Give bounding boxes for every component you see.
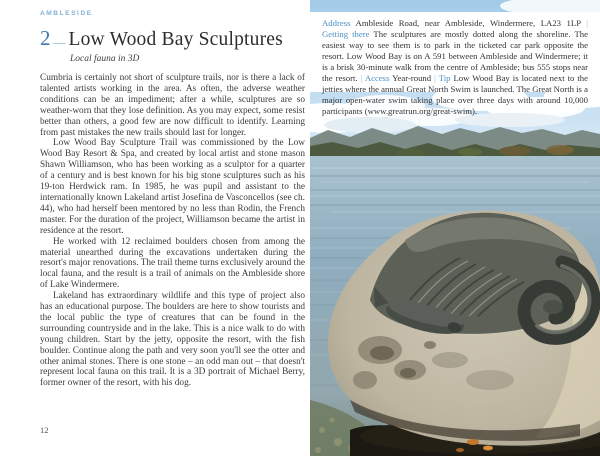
article-column (40, 10, 305, 389)
chapter-number-rule (53, 43, 66, 45)
section-eyebrow: AMBLESIDE (40, 10, 93, 17)
info-label: Tip (438, 73, 451, 83)
info-label: Access (364, 73, 390, 83)
body-paragraphs (40, 73, 305, 389)
info-text: Address Ambleside Road, near Ambleside, Windermere, LA23 1LP | Getting there The sculptures are mostly dotted along the shoreline. The easiest way to see them is to park in the ticketed car park opposite the resort. Low Wood Bay is on A 591 between Ambleside and Windermere; it is a brisk 30-minute walk from the centre of Ambleside; bus 555 stops near the resort. | Access Year-round | Tip Low Wood Bay is located next to the jetties where the annual Great North Swim is launched. The Great North is a major open-water swim taking place over three days with around 10,000 participants (www.greatrun.org/great-swim). (322, 18, 589, 116)
paragraph: Lakeland has extraordinary wildlife and this type of project also has an educational purpose. The boulders are here to show tourists and the local public the type of creatures that can be found in the surrounding countryside and in the lake. This is a nice walk to do with young children. Start by the jetty, opposite the resort, with the fish boulder. Continue along the path and very soon you'll see the otter and other animal stones. There is one stone – an odd man out – that doesn't represent local fauna on this trail. It is a 3D portrait of Michael Berry, former owner of the resort, with his dog. (40, 291, 305, 389)
chapter-title-row (40, 28, 305, 51)
page-title: Low Wood Bay Sculptures (68, 29, 283, 50)
photo-page (310, 0, 600, 456)
paragraph: Low Wood Bay Sculpture Trail was commissioned by the Low Wood Bay Resort & Spa, and created by local artist and stone mason Shawn Williamson, who has been working as a sculptor for a quarter of a century and is best known for his big stone sculptures such as his 19-ton Herdwick ram. In 1985, he was pupil and assistant to the internationally known Lakeland artist Josefina de Vasconcellos (see ch. 44), who had herself been mentored by no less than Rodin, the French master. For the duration of the project, Williamson became the artist in residence at the resort. (40, 138, 305, 236)
paragraph: Cumbria is certainly not short of sculpture trails, nor is there a lack of talented artists working in the area. As often, the adverse weather conditions can be an impediment; after a while, sculptures are so weather-worn that they lose definition. As you may expect, some resist better than others, a good few are now difficult to identify. Learning from past mistakes the new trails should last for longer. (40, 73, 305, 138)
page-number: 12 (40, 425, 49, 435)
info-separator: | (357, 73, 365, 83)
info-separator: | (580, 18, 588, 28)
info-separator: | (431, 73, 439, 83)
info-label: Getting there (322, 29, 370, 39)
paragraph: He worked with 12 reclaimed boulders chosen from among the material unearthed during the excavations undertaken during the resort's major renovations. The trail theme turns exclusively around the local fauna, and the result is a trail of animals on the Ambleside shore of Lake Windermere. (40, 236, 305, 291)
chapter-number: 2 (40, 26, 51, 50)
info-box (310, 12, 600, 116)
info-label: Address (322, 18, 351, 28)
page-subtitle: Local fauna in 3D (70, 54, 140, 64)
